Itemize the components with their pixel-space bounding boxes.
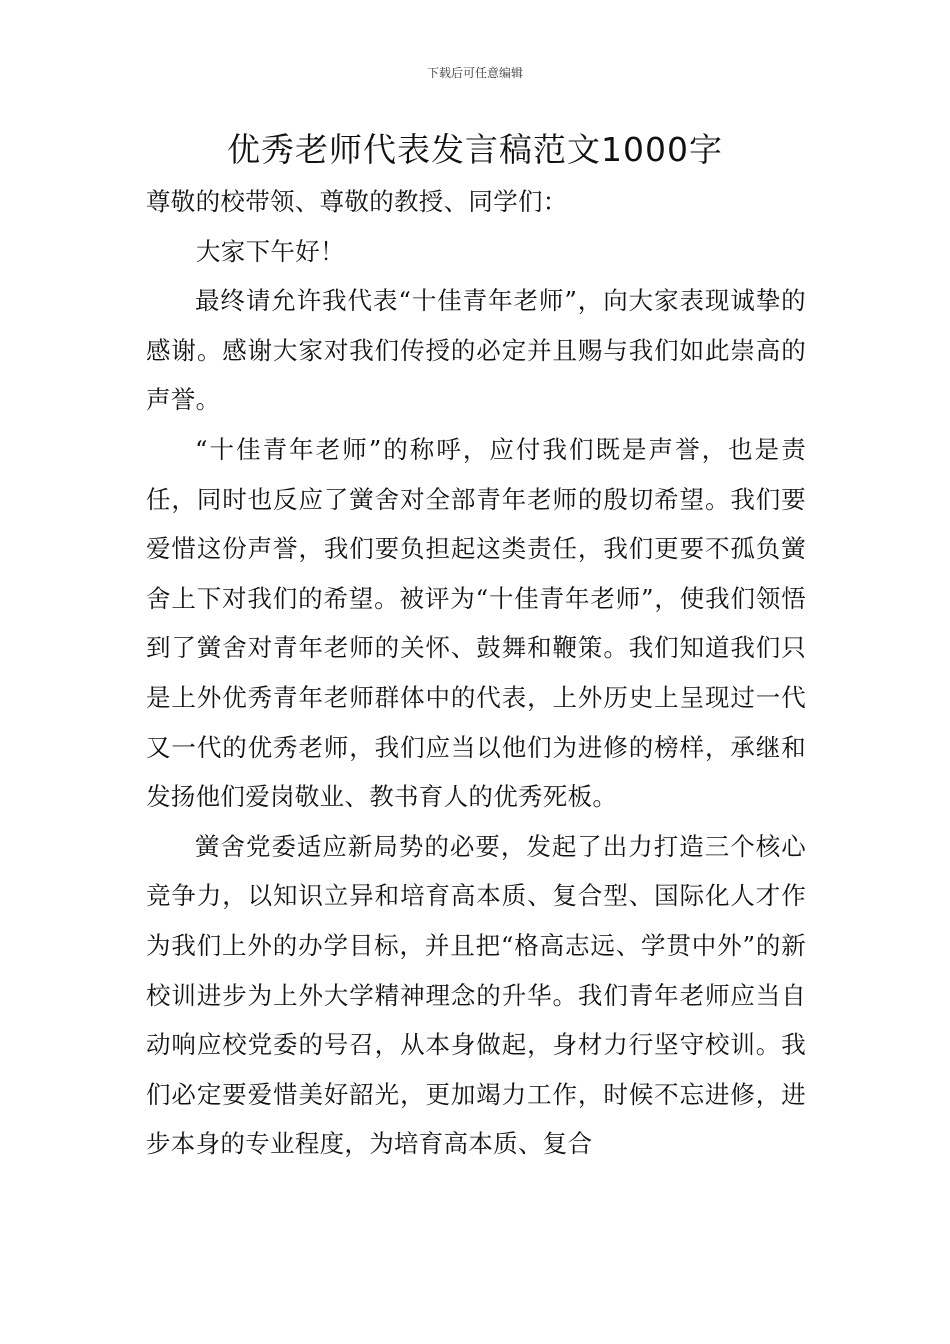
- header-note: 下载后可任意编辑: [426, 66, 523, 80]
- salutation: 尊敬的校带领、尊敬的教授、同学们：: [146, 187, 568, 216]
- greeting: 大家下午好！: [196, 236, 345, 266]
- paragraph: “十佳青年老师”的称呼，应付我们既是声誉，也是责任，同时也反应了黉舍对全部青年老师的殷切希望。我们要爱惜这份声誉，我们要负担起这类责任，我们更要不孤负黉舍上下对我们的希望。被评为“十佳青年老师”，使我们领悟到了黉舍对青年老师的关怀、鼓舞和鞭策。我们知道我们只是上外优秀青年老师群体中的代表，上外历史上呈现过一代又一代的优秀老师，我们应当以他们为进修的榜样，承继和发扬他们爱岗敬业、教书育人的优秀死板。: [146, 434, 806, 812]
- document-body: [146, 177, 806, 1169]
- paragraph: 黉舍党委适应新局势的必要，发起了出力打造三个核心竞争力，以知识立异和培育高本质、复合型、国际化人才作为我们上外的办学目标，并且把“格高志远、学贯中外”的新校训进步为上外大学精神理念的升华。我们青年老师应当自动响应校党委的号召，从本身做起，身材力行坚守校训。我们必定要爱惜美好韶光，更加竭力工作，时候不忘进修，进步本身的专业程度，为培育高本质、复合: [146, 831, 806, 1159]
- paragraph: 最终请允许我代表“十佳青年老师”，向大家表现诚挚的感谢。感谢大家对我们传授的必定并且赐与我们如此崇高的声誉。: [146, 286, 806, 415]
- document-title: 优秀老师代表发言稿范文1000字: [227, 130, 723, 169]
